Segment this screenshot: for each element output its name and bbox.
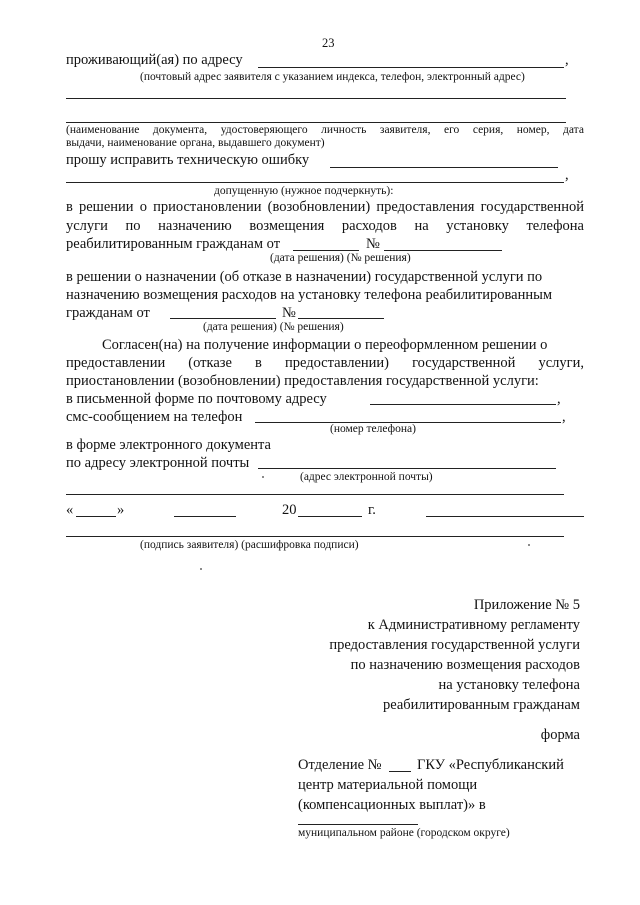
decision-date-line[interactable] <box>293 250 359 251</box>
word: о <box>139 199 147 215</box>
signature-line-right[interactable] <box>426 516 584 517</box>
word: приостановлении <box>153 199 262 215</box>
appendix-line: на установку телефона <box>438 677 580 693</box>
month-line[interactable] <box>174 516 236 517</box>
word: на <box>414 218 429 234</box>
district-hint: муниципальном районе (городском округе) <box>298 827 510 839</box>
appendix-line: Приложение № 5 <box>473 597 580 613</box>
word: государственной <box>412 355 516 371</box>
addressee-line2: центр материальной помощи <box>298 777 478 793</box>
word: удостоверяющего <box>220 124 308 136</box>
comma: , <box>565 52 569 68</box>
addressee-line1: Отделение № <box>298 757 382 773</box>
word: номер, <box>516 124 550 136</box>
email-hint: (адрес электронной почты) <box>300 471 433 483</box>
year-line[interactable] <box>298 516 362 517</box>
consent-line2 <box>66 356 584 371</box>
address-line[interactable] <box>258 67 564 68</box>
email-line[interactable] <box>258 468 556 469</box>
appendix-line: по назначению возмещения расходов <box>350 657 580 673</box>
document-hint-line2: выдачи, наименование органа, выдавшего документ) <box>66 137 325 149</box>
word: документа, <box>152 124 208 136</box>
assign-line2: назначению возмещения расходов на установку телефона реабилитированным <box>66 287 553 303</box>
electronic-label2: по адресу электронной почты <box>66 455 250 471</box>
speck <box>200 568 202 570</box>
word: возмещения <box>249 218 325 234</box>
comma: , <box>565 167 569 183</box>
by-sms-label: смс-сообщением на телефон <box>66 409 243 425</box>
appendix-line: к Административному регламенту <box>367 617 580 633</box>
comma: , <box>562 409 566 425</box>
decision-number-line[interactable] <box>384 250 502 251</box>
word: дата <box>563 124 584 136</box>
word: установку <box>446 218 509 234</box>
mail-line[interactable] <box>370 404 556 405</box>
number-sign: № <box>282 305 296 321</box>
word: услуги, <box>538 355 584 371</box>
page-number: 23 <box>322 36 335 50</box>
addressee-line3: (компенсационных выплат)» в <box>298 797 486 813</box>
word: (возобновлении) <box>267 199 371 215</box>
word: телефона <box>526 218 584 234</box>
addressee-line1b: ГКУ «Республиканский <box>417 757 564 773</box>
word: расходов <box>341 218 397 234</box>
blank-line[interactable] <box>66 98 566 99</box>
department-number-line[interactable] <box>389 771 411 772</box>
blank-line[interactable] <box>66 182 564 183</box>
allowed-hint: допущенную (нужное подчеркнуть): <box>214 185 394 197</box>
address-label: проживающий(ая) по адресу <box>66 52 243 68</box>
quote-open: « <box>66 502 74 518</box>
word: предоставлении <box>66 355 166 371</box>
address-hint: (почтовый адрес заявителя с указанием индекса, телефон, электронный адрес) <box>140 71 525 83</box>
word: личность <box>321 124 367 136</box>
district-line[interactable] <box>298 824 418 825</box>
phone-hint: (номер телефона) <box>330 423 416 435</box>
electronic-label1: в форме электронного документа <box>66 437 271 453</box>
decision-hint: (дата решения) (№ решения) <box>203 321 344 333</box>
signature-line[interactable] <box>66 536 564 537</box>
year-prefix: 20 <box>282 502 297 518</box>
word: в <box>255 355 262 371</box>
word: решении <box>79 199 134 215</box>
word: по <box>125 218 141 234</box>
word: государственной <box>480 199 584 215</box>
assign-line1: в решении о назначении (об отказе в назначении) государственной услуги по <box>66 269 543 285</box>
decision-date-line[interactable] <box>170 318 276 319</box>
consent-line3: приостановлении (возобновлении) предоставления государственной услуги: <box>66 373 539 389</box>
by-mail-label: в письменной форме по почтовому адресу <box>66 391 327 407</box>
appendix-line: предоставления государственной услуги <box>329 637 580 653</box>
year-suffix: г. <box>368 502 376 518</box>
number-sign: № <box>366 236 380 252</box>
word: серия, <box>472 124 504 136</box>
suspension-line1 <box>66 200 584 215</box>
fix-request-label: прошу исправить техническую ошибку <box>66 152 310 168</box>
suspension-line2 <box>66 219 584 234</box>
speck <box>262 476 264 478</box>
decision-number-line[interactable] <box>298 318 384 319</box>
word: назначению <box>158 218 232 234</box>
word: предоставления <box>376 199 475 215</box>
blank-line[interactable] <box>66 122 566 123</box>
document-hint-line1 <box>66 125 584 137</box>
quote-close: » <box>117 502 125 518</box>
comma: , <box>557 391 561 407</box>
assign-line3: гражданам от <box>66 305 150 321</box>
speck <box>528 544 530 546</box>
word: (наименование <box>66 124 140 136</box>
decision-hint: (дата решения) (№ решения) <box>270 252 411 264</box>
form-label: форма <box>540 727 580 743</box>
word: (отказе <box>188 355 232 371</box>
error-line[interactable] <box>330 167 558 168</box>
signature-hint: (подпись заявителя) (расшифровка подписи) <box>140 539 359 551</box>
word: услуги <box>66 218 108 234</box>
blank-line[interactable] <box>66 494 564 495</box>
consent-line1: Согласен(на) на получение информации о переоформленном решении о <box>102 337 548 353</box>
appendix-line: реабилитированным гражданам <box>382 697 580 713</box>
word: заявителя, <box>379 124 431 136</box>
day-line[interactable] <box>76 516 116 517</box>
word: его <box>444 124 460 136</box>
word: в <box>66 199 73 215</box>
suspension-line3: реабилитированным гражданам от <box>66 236 281 252</box>
word: предоставлении) <box>284 355 390 371</box>
